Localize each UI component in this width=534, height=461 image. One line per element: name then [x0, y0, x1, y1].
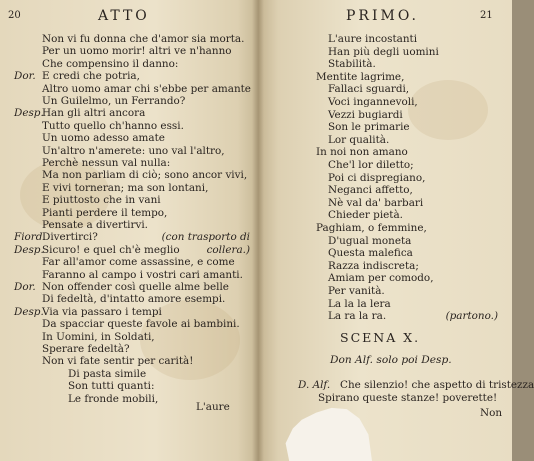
text-line: Che compensino il danno:	[42, 57, 179, 70]
text-line: Pensate a divertirvi.	[42, 219, 148, 231]
text-line: Via via passaro i tempi	[42, 305, 162, 318]
text-line: Di pasta simile	[68, 367, 147, 380]
running-header: ATTO	[98, 8, 150, 24]
verse-line: Fallaci sguardi,	[328, 83, 410, 96]
dialogue-line: Spirano queste stanze! poverette!	[318, 392, 498, 404]
speaker-name: Desp.	[14, 305, 44, 318]
verse-line: Lor qualità.	[328, 133, 390, 146]
text-line: Per un uomo morir! altri ve n'hanno	[42, 45, 232, 58]
scene-subtitle: Don Alf. solo poi Desp.	[330, 354, 452, 366]
verse-line: D'ugual moneta	[328, 234, 412, 247]
verse-line: Son le primarie	[328, 121, 410, 134]
speaker-name: Dor.	[14, 70, 36, 83]
dialogue-line: Che silenzio! che aspetto di tristezza	[340, 379, 534, 391]
text-line: Ma non parliam di ciò; sono ancor vivi,	[42, 169, 248, 182]
text-line: Sicuro! e quel ch'è meglio	[42, 243, 180, 256]
text-line: Da spacciar queste favole ai bambini.	[42, 318, 240, 331]
catchword: Non	[480, 407, 503, 419]
page-number: 21	[480, 10, 493, 21]
verse-line: Razza indiscreta;	[328, 259, 419, 272]
verse-line: La la la lera	[328, 297, 391, 310]
speaker-name: Desp.	[14, 243, 44, 256]
verse-line: Poi ci dispregiano,	[328, 171, 426, 184]
text-line: E credi che potria,	[42, 70, 140, 83]
book-gutter	[252, 0, 264, 461]
text-line: Tutto quello ch'hanno essi.	[42, 119, 184, 132]
verse-line: Neganci affetto,	[328, 184, 413, 197]
verse-line: Voci ingannevoli,	[328, 96, 418, 108]
verse-line: In noi non amano	[316, 146, 408, 159]
stage-direction: (con trasporto di	[161, 231, 250, 244]
verse-line: Che'l lor diletto;	[328, 159, 414, 171]
paper-stain	[408, 80, 488, 140]
stage-direction: (partono.)	[445, 310, 498, 323]
scene-title: SCENA X.	[340, 330, 421, 345]
text-line: Non vi fate sentir per carità!	[42, 355, 194, 368]
text-line: Son tutti quanti:	[68, 380, 155, 393]
verse-line: Paghiam, o femmine,	[316, 222, 427, 234]
text-line: Le fronde mobili,	[68, 392, 159, 405]
verse-line: Stabilità.	[328, 58, 376, 71]
stage-direction: collera.)	[206, 243, 250, 256]
text-line: Pianti perdere il tempo,	[42, 206, 168, 219]
text-line: E piuttosto che in vani	[42, 194, 161, 207]
text-line: Han gli altri ancora	[42, 107, 146, 120]
text-line: Di fedeltà, d'intatto amore esempi.	[42, 293, 226, 306]
text-line: Far all'amor come assassine, e come	[42, 256, 235, 269]
verse-line: Mentite lagrime,	[316, 70, 405, 83]
verse-line: L'aure incostanti	[328, 33, 418, 45]
speaker-name: Dor.	[14, 281, 36, 293]
left-page	[0, 0, 258, 461]
verse-line: Vezzi bugiardi	[328, 108, 403, 121]
text-line: Un uomo adesso amate	[42, 132, 165, 145]
text-line: Sperare fedeltà?	[42, 343, 130, 355]
text-line: Non offender così quelle alme belle	[42, 281, 229, 293]
text-line: Faranno al campo i vostri cari amanti.	[42, 268, 243, 281]
text-line: In Uomini, in Soldati,	[42, 330, 155, 343]
running-header: PRIMO.	[346, 8, 419, 24]
catchword: L'aure	[196, 401, 230, 413]
verse-line: La ra la ra.	[328, 310, 387, 323]
text-line: Non vi fu donna che d'amor sia morta.	[42, 33, 245, 45]
text-line: Altro uomo amar chi s'ebbe per amante	[42, 82, 251, 95]
verse-line: Nè val da' barbari	[328, 196, 424, 209]
speaker-name: Desp.	[14, 107, 44, 120]
page-number: 20	[8, 10, 21, 21]
verse-line: Han più degli uomini	[328, 45, 439, 58]
text-line: Divertirci?	[42, 231, 98, 244]
verse-line: Per vanità.	[328, 285, 385, 297]
verse-line: Amiam per comodo,	[328, 272, 434, 285]
speaker-name: Fiord.	[14, 231, 46, 244]
speaker-name: D. Alf.	[298, 379, 331, 391]
text-line: Un'altro n'amerete: uno val l'altro,	[42, 144, 225, 157]
verse-line: Questa malefica	[328, 247, 413, 260]
text-line: Perchè nessun val nulla:	[42, 157, 171, 169]
verse-line: Chieder pietà.	[328, 209, 403, 222]
text-line: E vivi torneran; ma son lontani,	[42, 181, 209, 194]
right-page	[258, 0, 534, 461]
text-line: Un Guilelmo, un Ferrando?	[42, 95, 186, 107]
